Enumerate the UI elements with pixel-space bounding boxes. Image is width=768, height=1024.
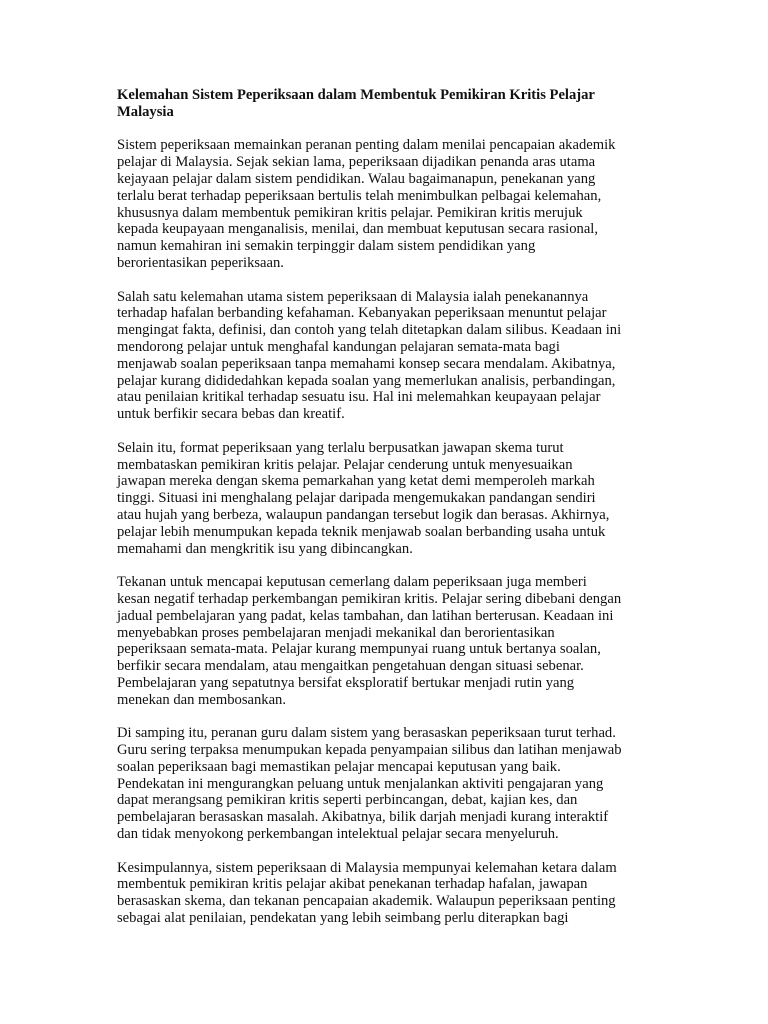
paragraph-line: berfikir secara mendalam, atau mengaitkan pengetahuan dengan situasi sebenar. <box>117 658 584 675</box>
paragraph-line: Pendekatan ini mengurangkan peluang untuk menjalankan aktiviti pengajaran yang <box>117 775 604 792</box>
title-line: Malaysia <box>117 103 174 120</box>
paragraph-line: pembelajaran berasaskan masalah. Akibatnya, bilik darjah menjadi kurang interaktif <box>117 809 609 826</box>
paragraph-line: kejayaan pelajar dalam sistem pendidikan. Walau bagaimanapun, penekanan yang <box>117 170 596 187</box>
paragraph-line: soalan peperiksaan bagi memastikan pelajar mencapai keputusan yang baik. <box>117 758 561 775</box>
paragraph-hafalan <box>117 289 657 423</box>
paragraph-line: khususnya dalam membentuk pemikiran kritis pelajar. Pemikiran kritis merujuk <box>117 204 583 221</box>
paragraph-line: kesan negatif terhadap perkembangan pemikiran kritis. Pelajar sering dibebani dengan <box>117 590 622 607</box>
paragraph-line: terhadap hafalan berbanding kefahaman. Kebanyakan peperiksaan menuntut pelajar <box>117 305 607 322</box>
paragraph-line: pelajar kurang dididedahkan kepada soalan yang memerlukan analisis, perbandingan, <box>117 372 616 389</box>
paragraph-line: Sistem peperiksaan memainkan peranan penting dalam menilai pencapaian akademik <box>117 137 616 154</box>
paragraph-line: tinggi. Situasi ini menghalang pelajar daripada mengemukakan pandangan sendiri <box>117 490 596 507</box>
paragraph-guru <box>117 725 657 843</box>
paragraph-line: Salah satu kelemahan utama sistem peperiksaan di Malaysia ialah penekanannya <box>117 288 589 305</box>
paragraph-line: mengingat fakta, definisi, dan contoh yang telah ditetapkan dalam silibus. Keadaan ini <box>117 322 622 339</box>
paragraph-line: atau penilaian kritikal terhadap sesuatu isu. Hal ini melemahkan keupayaan pelajar <box>117 389 601 406</box>
paragraph-introduction <box>117 137 657 271</box>
paragraph-line: berorientasikan peperiksaan. <box>117 254 284 271</box>
paragraph-line: sebagai alat penilaian, pendekatan yang lebih seimbang perlu diterapkan bagi <box>117 910 569 927</box>
paragraph-skema <box>117 440 657 558</box>
paragraph-line: berasaskan skema, dan tekanan pencapaian akademik. Walaupun peperiksaan penting <box>117 893 616 910</box>
paragraph-line: menekan dan membosankan. <box>117 691 286 708</box>
paragraph-line: membataskan pemikiran kritis pelajar. Pelajar cenderung untuk menyesuaikan <box>117 456 573 473</box>
paragraph-line: memahami dan mengkritik isu yang dibincangkan. <box>117 540 413 557</box>
paragraph-line: Guru sering terpaksa menumpukan kepada penyampaian silibus dan latihan menjawab <box>117 742 622 759</box>
paragraph-kesimpulan <box>117 860 657 927</box>
paragraph-line: jawapan mereka dengan skema pemarkahan yang ketat demi memperoleh markah <box>117 473 595 490</box>
paragraph-line: Kesimpulannya, sistem peperiksaan di Malaysia mempunyai kelemahan ketara dalam <box>117 859 617 876</box>
document-title <box>117 87 657 121</box>
paragraph-line: Pembelajaran yang sepatutnya bersifat eksploratif bertukar menjadi rutin yang <box>117 674 575 691</box>
paragraph-line: Selain itu, format peperiksaan yang terlalu berpusatkan jawapan skema turut <box>117 439 564 456</box>
paragraph-line: menyebabkan proses pembelajaran menjadi mekanikal dan berorientasikan <box>117 624 555 641</box>
paragraph-line: mendorong pelajar untuk menghafal kandungan pelajaran semata-mata bagi <box>117 338 560 355</box>
paragraph-line: untuk berfikir secara bebas dan kreatif. <box>117 406 345 423</box>
paragraph-line: atau hujah yang berbeza, walaupun pandangan tersebut logik dan berasas. Akhirnya, <box>117 506 610 523</box>
paragraph-line: Tekanan untuk mencapai keputusan cemerlang dalam peperiksaan juga memberi <box>117 574 587 591</box>
paragraph-line: Di samping itu, peranan guru dalam sistem yang berasaskan peperiksaan turut terhad. <box>117 725 616 742</box>
title-line: Kelemahan Sistem Peperiksaan dalam Membentuk Pemikiran Kritis Pelajar <box>117 87 595 103</box>
paragraph-line: kepada keupayaan menganalisis, menilai, dan membuat keputusan secara rasional, <box>117 221 599 238</box>
paragraph-line: pelajar di Malaysia. Sejak sekian lama, peperiksaan dijadikan penanda aras utama <box>117 154 596 171</box>
paragraph-line: dan tidak menyokong perkembangan intelektual pelajar secara menyeluruh. <box>117 826 559 843</box>
paragraph-tekanan <box>117 574 657 708</box>
paragraph-line: menjawab soalan peperiksaan tanpa memahami konsep secara mendalam. Akibatnya, <box>117 355 616 372</box>
paragraph-line: namun kemahiran ini semakin terpinggir dalam sistem pendidikan yang <box>117 238 536 255</box>
paragraph-line: membentuk pemikiran kritis pelajar akibat penekanan terhadap hafalan, jawapan <box>117 876 588 893</box>
paragraph-line: jadual pembelajaran yang padat, kelas tambahan, dan latihan berterusan. Keadaan ini <box>117 607 614 624</box>
paragraph-line: dapat merangsang pemikiran kritis seperti perbincangan, debat, kajian kes, dan <box>117 792 578 809</box>
paragraph-line: pelajar lebih menumpukan kepada teknik menjawab soalan berbanding usaha untuk <box>117 523 606 540</box>
document-body <box>117 87 657 944</box>
paragraph-line: peperiksaan semata-mata. Pelajar kurang mempunyai ruang untuk bertanya soalan, <box>117 641 601 658</box>
paragraph-line: terlalu berat terhadap peperiksaan bertulis telah menimbulkan pelbagai kelemahan, <box>117 187 602 204</box>
